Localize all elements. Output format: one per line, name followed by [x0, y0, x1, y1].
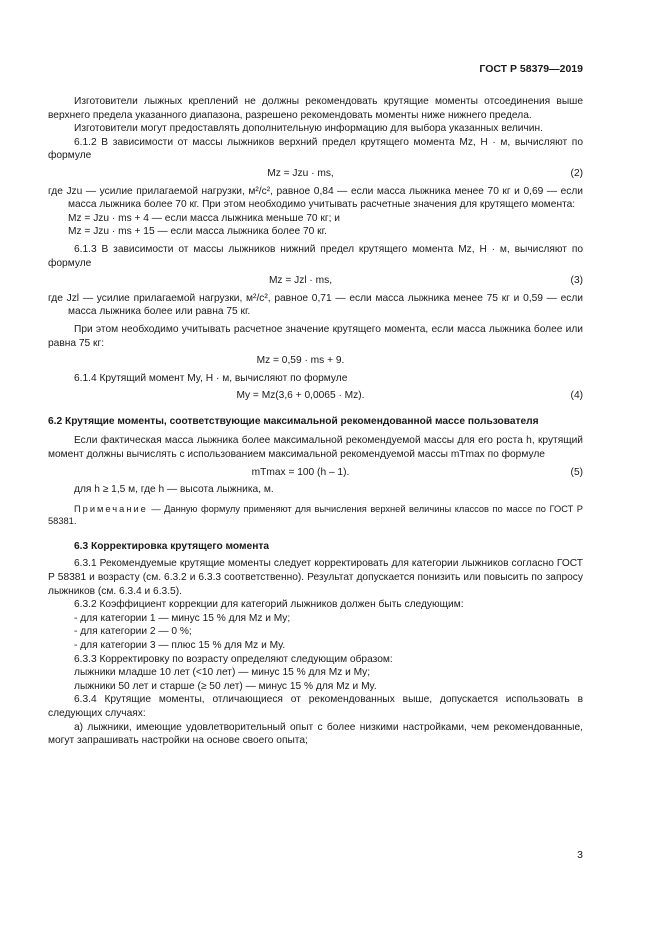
- formula-3-where: где Jzl — усилие прилагаемой нагрузки, м²/с², равное 0,71 — если масса лыжника менее 75 кг и 0,59 — если масса лыжника более или равна 75 кг.: [48, 292, 583, 318]
- paragraph: лыжники 50 лет и старше (≥ 50 лет) — минус 15 % для Mz и My.: [74, 680, 377, 692]
- formula-expression: Mz = 0,59 · ms + 9.: [256, 355, 345, 367]
- formula-number: (3): [570, 275, 583, 287]
- paragraph-6-3-1: 6.3.1 Рекомендуемые крутящие моменты следует корректировать для категории лыжников согласно ГОСТ Р 58381 и возрасту (см. 6.3.2 и 6.3.3 соответственно). Результат допускается понизить или повысить по запросу лыжников (см. 6.3.4 и 6.3.5).: [48, 558, 583, 597]
- list-item: - для категории 3 — плюс 15 % для Mz и My.: [74, 640, 286, 651]
- paragraph-6-3-3: 6.3.3 Корректировку по возрасту определяют следующим образом:: [74, 653, 393, 665]
- note-label: Примечание: [74, 503, 148, 514]
- page-number: 3: [577, 849, 583, 861]
- paragraph: Изготовители могут предоставлять дополнительную информацию для выбора указанных величин.: [74, 123, 543, 135]
- formula-3: [48, 274, 583, 288]
- section-heading-6-3: 6.3 Корректировка крутящего момента: [74, 540, 270, 552]
- case-line: Mz = Jzu · ms + 15 — если масса лыжника более 70 кг.: [68, 226, 327, 238]
- section-heading-6-2: 6.2 Крутящие моменты, соответствующие максимальной рекомендованной массе пользователя: [48, 415, 539, 427]
- paragraph-6-3-4: 6.3.4 Крутящие моменты, отличающиеся от рекомендованных выше, допускается использовать в следующих случаях:: [48, 694, 583, 719]
- formula-number: (2): [570, 167, 583, 179]
- formula-extra: [48, 354, 583, 368]
- case-line: Mz = Jzu · ms + 4 — если масса лыжника меньше 70 кг; и: [68, 212, 340, 224]
- paragraph-6-1-4: 6.1.4 Крутящий момент My, Н · м, вычисляют по формуле: [74, 372, 348, 384]
- paragraph: Изготовители лыжных креплений не должны рекомендовать крутящие моменты отсоединения выше верхнего предела указанного диапазона, разрешено рекомендовать моменты ниже нижнего предела.: [48, 96, 583, 121]
- formula-2: [48, 167, 583, 181]
- paragraph: лыжники младше 10 лет (<10 лет) — минус 15 % для Mz и My;: [74, 667, 371, 679]
- formula-expression: Mz = Jzl · ms,: [268, 275, 333, 287]
- formula-expression: Mz = Jzu · ms,: [267, 167, 334, 179]
- note-text: — Данную формулу применяют для вычисления верхней величины классов по массе по ГОСТ Р 58381.: [48, 503, 583, 527]
- paragraph-6-3-2: 6.3.2 Коэффициент коррекции для категорий лыжников должен быть следующим:: [74, 599, 464, 611]
- formula-expression: My = Mz(3,6 + 0,0065 · Mz).: [236, 390, 365, 402]
- list-item: - для категории 2 — 0 %;: [74, 626, 192, 638]
- paragraph: Если фактическая масса лыжника более максимальной рекомендуемой массы для его роста h, крутящий момент должны вычислять с использованием максимальной рекомендуемой массы mTmax по формуле: [48, 435, 583, 461]
- note: [48, 503, 583, 528]
- paragraph-6-1-3: 6.1.3 В зависимости от массы лыжников нижний предел крутящего момента Mz, Н · м, вычисляют по формуле: [48, 243, 583, 269]
- formula-number: (5): [570, 466, 583, 478]
- paragraph: При этом необходимо учитывать расчетное значение крутящего момента, если масса лыжника более или равна 75 кг:: [48, 323, 583, 349]
- paragraph-6-1-2: 6.1.2 В зависимости от массы лыжников верхний предел крутящего момента Mz, Н · м, вычисляют по формуле: [48, 136, 583, 162]
- formula-5: [48, 466, 583, 480]
- paragraph: для h ≥ 1,5 м, где h — высота лыжника, м.: [74, 484, 274, 496]
- formula-4: [48, 389, 583, 403]
- list-item: - для категории 1 — минус 15 % для Mz и My;: [74, 612, 291, 624]
- standard-designation: ГОСТ Р 58379—2019: [479, 63, 583, 75]
- formula-2-cases: [48, 212, 583, 239]
- formula-number: (4): [570, 390, 583, 402]
- paragraph: а) лыжники, имеющие удовлетворительный опыт с более низкими настройками, чем рекомендованные, могут запрашивать настройки на основе своего опыта;: [48, 721, 583, 747]
- formula-expression: mTmax = 100 (h – 1).: [251, 466, 350, 478]
- document-body: [48, 95, 583, 748]
- formula-2-where: где Jzu — усилие прилагаемой нагрузки, м²/с², равное 0,84 — если масса лыжника менее 70 кг и 0,69 — если масса лыжника более 70 кг. При этом необходимо учитывать расчетные значения для крутящего момента:: [48, 185, 583, 211]
